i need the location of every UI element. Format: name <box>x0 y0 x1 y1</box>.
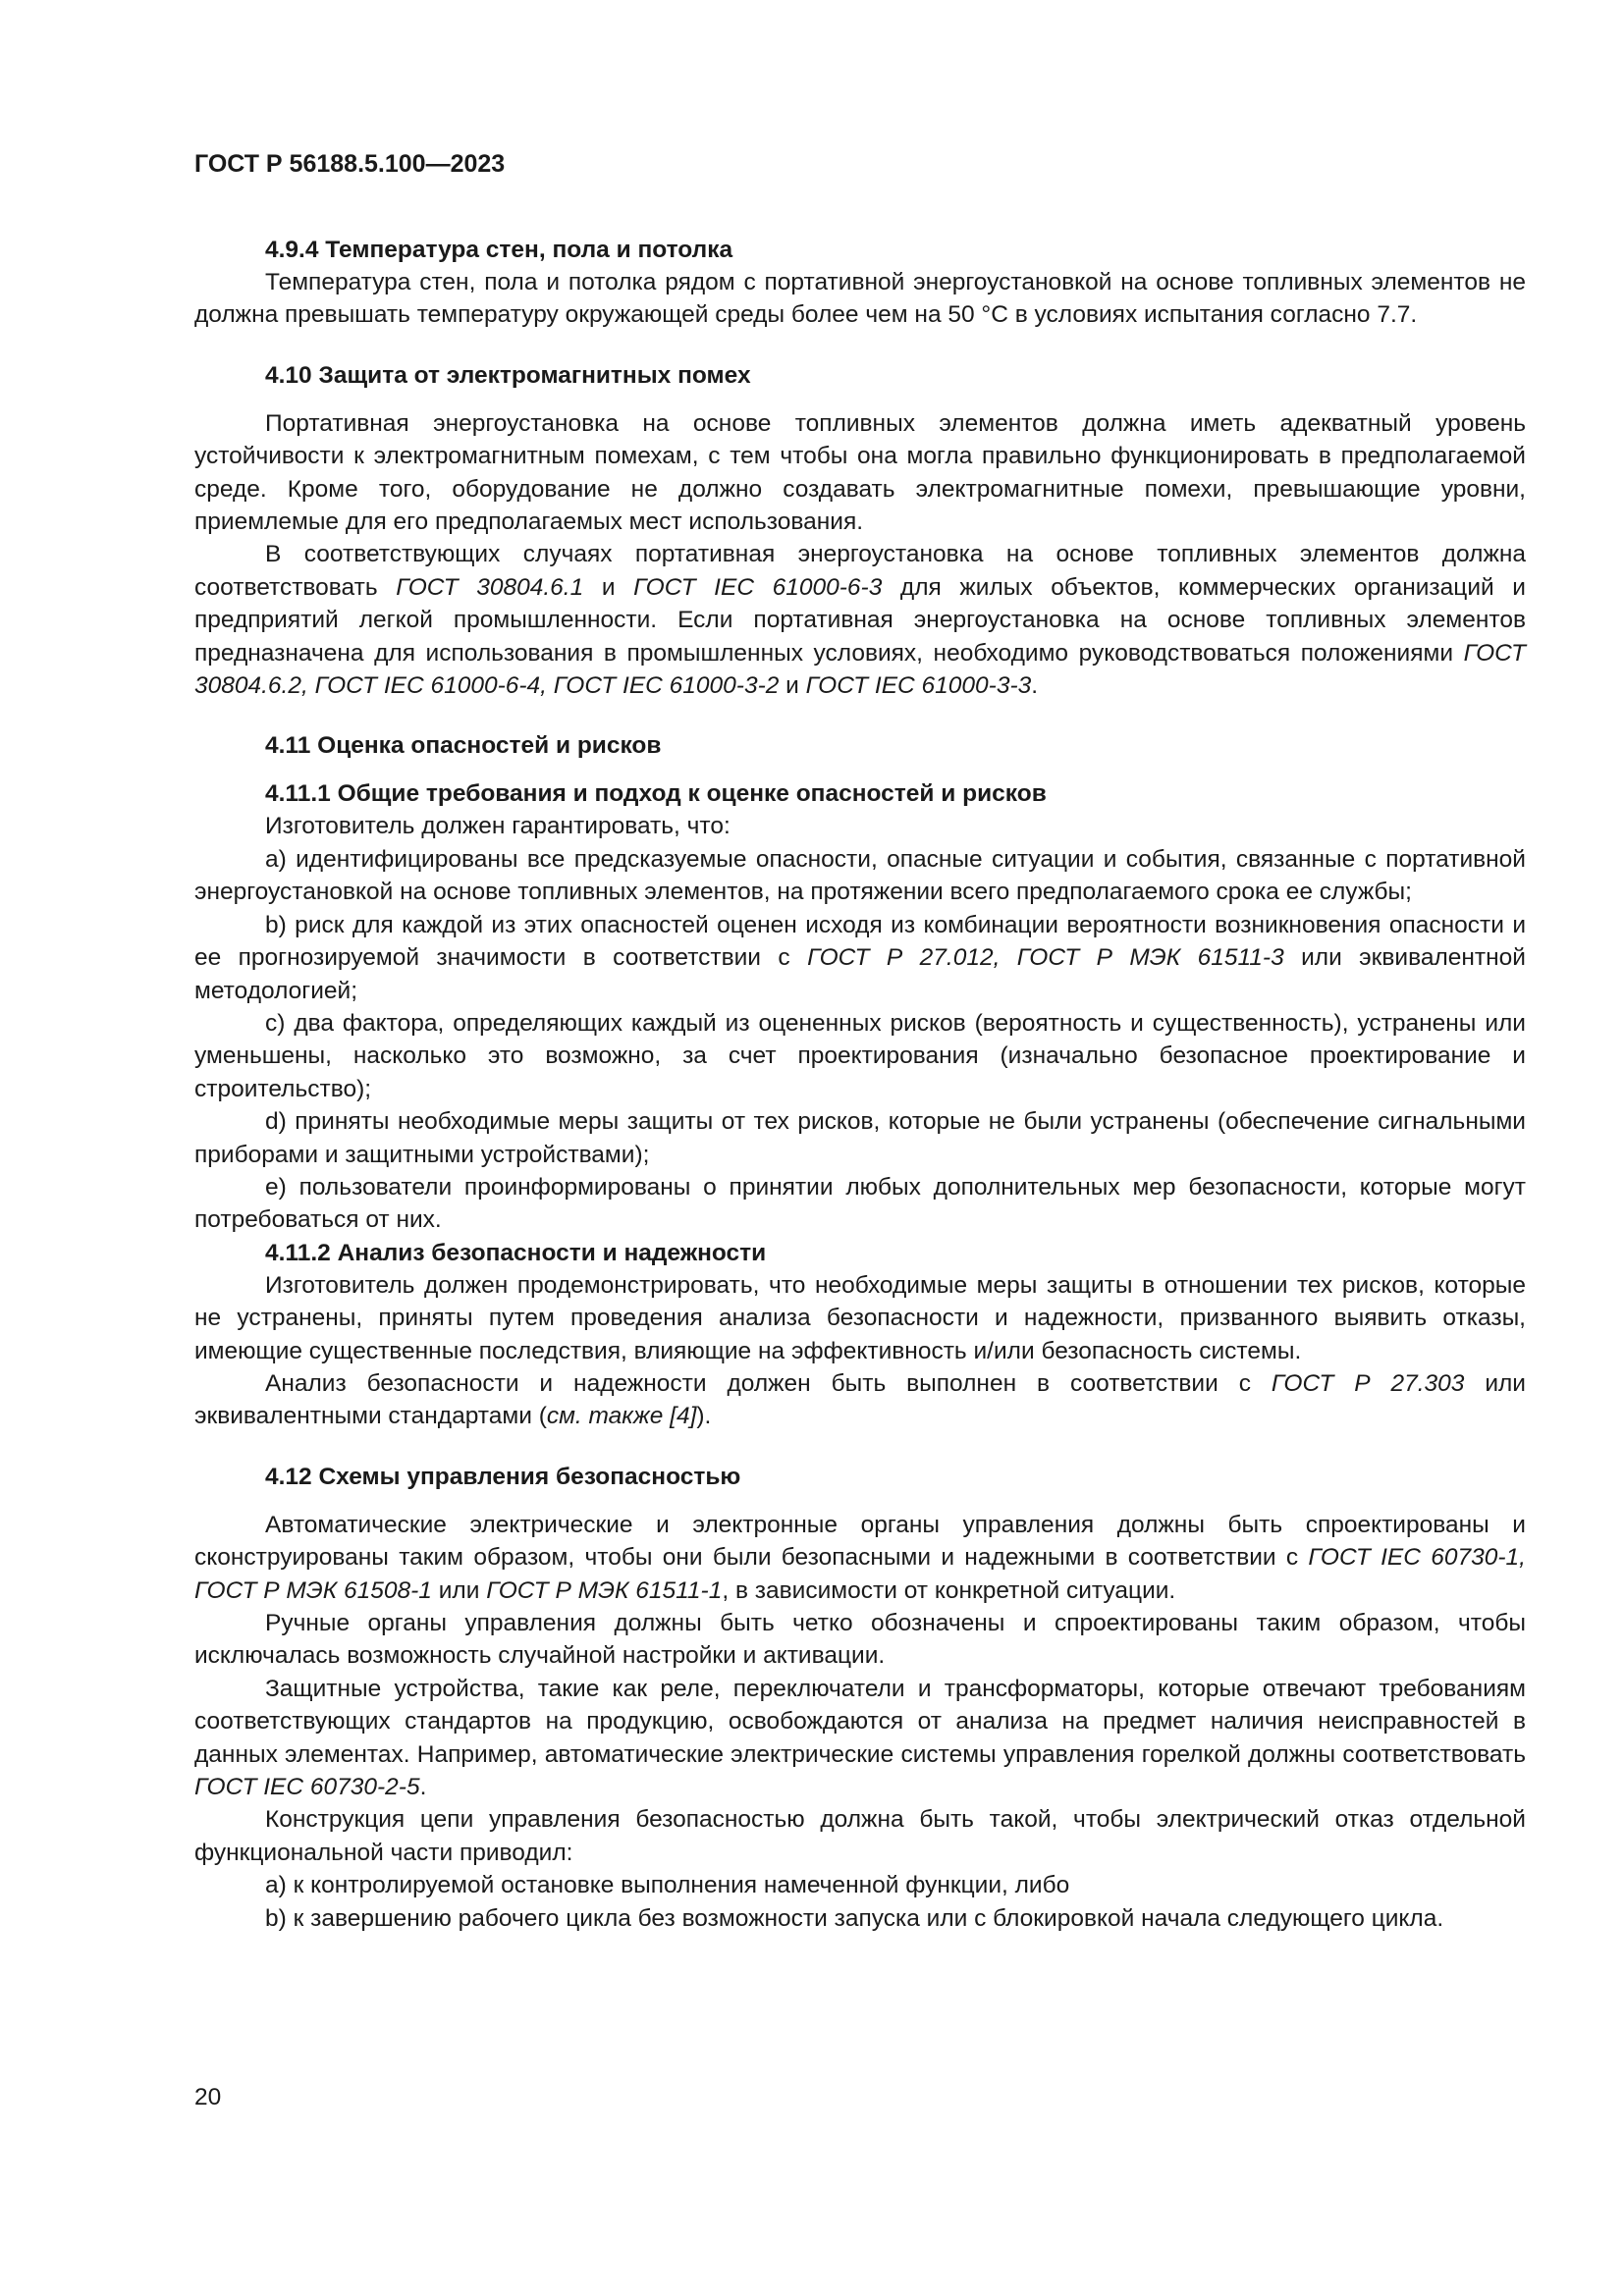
paragraph: Портативная энергоустановка на основе топливных элементов должна иметь адекватный уровень устойчивости к электромагнитным помехам, с тем чтобы она могла правильно функционировать в предполагаемой среде. Кроме того, оборудование не должно создавать электромагнитные помехи, превышающие уровни, приемлемые для его предполагаемых мест использования. <box>194 409 1526 536</box>
list-item: c) два фактора, определяющих каждый из оцененных рисков (вероятность и существенность), устранены или уменьшены, насколько это возможно, за счет проектирования (изначально безопасное проектирование и строительство); <box>194 1009 1526 1102</box>
section-heading-4-12: 4.12 Схемы управления безопасностью <box>265 1463 741 1490</box>
page-number: 20 <box>194 2084 222 2110</box>
standard-reference: ГОСТ Р 27.012, ГОСТ Р МЭК 61511-3 <box>807 944 1284 972</box>
standard-reference: ГОСТ IEC 60730-2-5 <box>194 1774 420 1801</box>
document-page <box>194 147 1526 1935</box>
paragraph: В соответствующих случаях портативная энергоустановка на основе топливных элементов должна соответствовать ГОСТ 30804.6.1 и ГОСТ IEC 61000-6-3 для жилых объектов, коммерческих организаций и предприятий легкой промышленности. Если портативная энергоустановка на основе топливных элементов предназначена для использования в промышленных условиях, необходимо руководствоваться положениями ГОСТ 30804.6.2, ГОСТ IEC 61000-6-4, ГОСТ IEC 61000-3-2 и ГОСТ IEC 61000-3-3. <box>194 541 1526 700</box>
paragraph: Анализ безопасности и надежности должен быть выполнен в соответствии с ГОСТ Р 27.303 или эквивалентными стандартами (см. также [4]). <box>194 1369 1526 1430</box>
standard-reference: ГОСТ Р МЭК 61511-1 <box>486 1576 723 1604</box>
list-item: b) риск для каждой из этих опасностей оценен исходя из комбинации вероятности возникновения опасности и ее прогнозируемой значимости в соответствии с ГОСТ Р 27.012, ГОСТ Р МЭК 61511-3 или эквивалентной методологией; <box>194 911 1526 1004</box>
standard-reference: ГОСТ IEC 60730-1, ГОСТ Р МЭК 61508-1 <box>194 1544 1526 1604</box>
document-header: ГОСТ Р 56188.5.100—2023 <box>194 150 506 178</box>
paragraph: Изготовитель должен гарантировать, что: <box>265 813 731 840</box>
paragraph: Изготовитель должен продемонстрировать, что необходимые меры защиты в отношении тех рисков, которые не устранены, приняты путем проведения анализа безопасности и надежности, призванного выявить отказы, имеющие существенные последствия, влияющие на эффективность и/или безопасность системы. <box>194 1271 1526 1364</box>
paragraph: Автоматические электрические и электронные органы управления должны быть спроектированы и сконструированы таким образом, чтобы они были безопасными и надежными в соответствии с ГОСТ IEC 60730-1, ГОСТ Р МЭК 61508-1 или ГОСТ Р МЭК 61511-1, в зависимости от конкретной ситуации. <box>194 1511 1526 1604</box>
list-item: b) к завершению рабочего цикла без возможности запуска или с блокировкой начала следующего цикла. <box>265 1904 1444 1932</box>
standard-reference: ГОСТ 30804.6.1 <box>396 573 584 601</box>
paragraph: Конструкция цепи управления безопасностью должна быть такой, чтобы электрический отказ отдельной функциональной части приводил: <box>194 1806 1526 1866</box>
standard-reference: ГОСТ 30804.6.2, ГОСТ IEC 61000-6-4, ГОСТ IEC 61000-3-2 <box>194 639 1526 700</box>
section-heading-4-11: 4.11 Оценка опасностей и рисков <box>265 732 662 760</box>
subsection-heading-4-11-2: 4.11.2 Анализ безопасности и надежности <box>265 1239 767 1266</box>
paragraph: Температура стен, пола и потолка рядом с портативной энергоустановкой на основе топливных элементов не должна превышать температуру окружающей среды более чем на 50 °С в условиях испытания согласно 7.7. <box>194 269 1526 329</box>
paragraph: Защитные устройства, такие как реле, переключатели и трансформаторы, которые отвечают требованиям соответствующих стандартов на продукцию, освобождаются от анализа на предмет наличия неисправностей в данных элементах. Например, автоматические электрические системы управления горелкой должны соответствовать ГОСТ IEC 60730-2-5. <box>194 1675 1526 1801</box>
list-item: e) пользователи проинформированы о принятии любых дополнительных мер безопасности, которые могут потребоваться от них. <box>194 1173 1526 1234</box>
standard-reference: ГОСТ IEC 61000-3-3 <box>805 672 1032 700</box>
paragraph: Ручные органы управления должны быть четко обозначены и спроектированы таким образом, чтобы исключалась возможность случайной настройки и активации. <box>194 1610 1526 1670</box>
list-item: d) приняты необходимые меры защиты от тех рисков, которые не были устранены (обеспечение сигнальными приборами и защитными устройствами); <box>194 1108 1526 1168</box>
section-heading-4-9-4: 4.9.4 Температура стен, пола и потолка <box>265 237 733 263</box>
section-heading-4-10: 4.10 Защита от электромагнитных помех <box>265 361 751 389</box>
standard-reference: ГОСТ IEC 61000-6-3 <box>633 573 883 601</box>
standard-reference: ГОСТ Р 27.303 <box>1271 1369 1465 1397</box>
list-item: a) идентифицированы все предсказуемые опасности, опасные ситуации и события, связанные с портативной энергоустановкой на основе топливных элементов, на протяжении всего предполагаемого срока ее службы; <box>194 845 1526 906</box>
list-item: a) к контролируемой остановке выполнения намеченной функции, либо <box>265 1872 1070 1899</box>
subsection-heading-4-11-1: 4.11.1 Общие требования и подход к оценке опасностей и рисков <box>265 780 1047 808</box>
bibliography-reference: см. также [4] <box>546 1403 697 1430</box>
